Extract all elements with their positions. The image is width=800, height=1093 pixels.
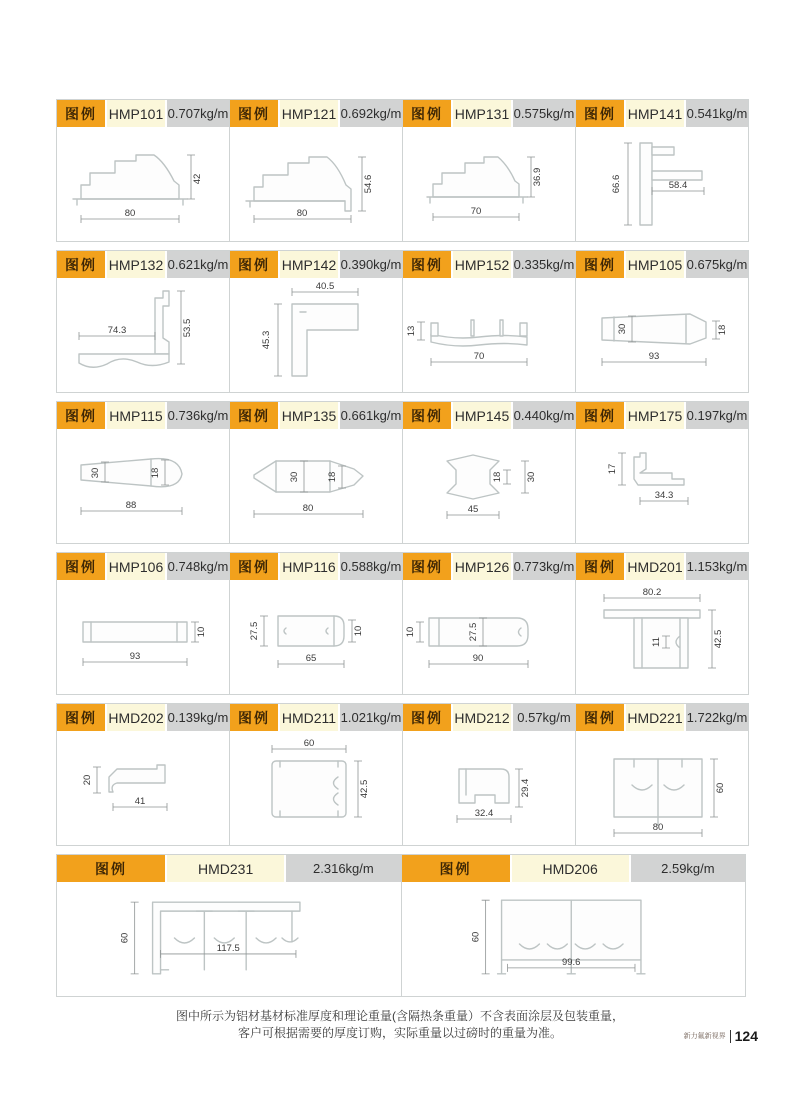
model-number: HMD231	[167, 855, 286, 882]
footer-divider	[730, 1030, 731, 1043]
weight-value: 2.316kg/m	[286, 855, 400, 882]
profile-cell-hmd211	[230, 703, 403, 846]
cell-header	[576, 553, 748, 580]
legend-label: 图例	[57, 855, 167, 882]
footer-note	[0, 1008, 800, 1042]
legend-label: 图例	[57, 251, 107, 278]
weight-value: 1.722kg/m	[686, 704, 748, 731]
legend-label: 图例	[576, 100, 626, 127]
profile-cell-hmd212	[403, 703, 576, 846]
dim-label: 42.5	[359, 779, 370, 799]
model-number: HMP101	[107, 100, 167, 127]
dim-label: 80	[296, 208, 308, 219]
weight-value: 0.390kg/m	[340, 251, 402, 278]
profile-cell-hmp145	[403, 401, 576, 544]
profile-cell-hmd202	[56, 703, 230, 846]
cell-header	[230, 100, 402, 127]
page-number: 124	[734, 1028, 758, 1044]
dim-label: 93	[648, 351, 660, 362]
dim-label: 60	[470, 931, 482, 943]
model-number: HMP131	[453, 100, 513, 127]
profile-drawing-hmp145	[403, 429, 575, 543]
dim-label: 30	[526, 471, 537, 483]
legend-label: 图例	[576, 251, 626, 278]
grid-row	[56, 99, 746, 242]
model-number: HMD201	[626, 553, 686, 580]
model-number: HMP115	[107, 402, 167, 429]
model-number: HMP121	[280, 100, 340, 127]
cell-header	[230, 553, 402, 580]
model-number: HMP132	[107, 251, 167, 278]
profile-drawing-hmp101	[57, 127, 229, 241]
legend-label: 图例	[57, 402, 107, 429]
dim-label: 29.4	[520, 778, 531, 798]
model-number: HMP106	[107, 553, 167, 580]
cell-header	[402, 855, 746, 882]
cell-header	[576, 704, 748, 731]
weight-value: 0.621kg/m	[167, 251, 229, 278]
footer-note-line2: 客户可根据需要的厚度订购，实际重量以过磅时的重量为准。	[237, 1026, 562, 1040]
model-number: HMP175	[626, 402, 686, 429]
model-number: HMP116	[280, 553, 340, 580]
profile-drawing-hmp132	[57, 278, 229, 392]
grid-row	[56, 703, 746, 846]
weight-value: 0.736kg/m	[167, 402, 229, 429]
legend-label: 图例	[403, 553, 453, 580]
dim-label: 90	[472, 653, 484, 664]
legend-label: 图例	[403, 402, 453, 429]
legend-label: 图例	[57, 704, 107, 731]
profile-drawing-hmd206	[402, 882, 746, 996]
weight-value: 1.153kg/m	[686, 553, 748, 580]
profile-cell-hmp175	[576, 401, 749, 544]
brand-text: 新力氟新视界	[683, 1033, 726, 1040]
dim-label: 18	[327, 471, 338, 483]
dim-label: 45	[467, 504, 479, 515]
dim-label: 36.9	[532, 167, 543, 187]
profile-drawing-hmp141	[576, 127, 748, 241]
legend-label: 图例	[230, 402, 280, 429]
model-number: HMP105	[626, 251, 686, 278]
weight-value: 1.021kg/m	[340, 704, 402, 731]
dim-label: 80	[302, 503, 314, 514]
profile-cell-hmd231	[56, 854, 402, 997]
weight-value: 0.57kg/m	[513, 704, 575, 731]
profile-cell-hmp152	[403, 250, 576, 393]
dim-label: 54.6	[363, 174, 374, 194]
grid-row	[56, 552, 746, 695]
weight-value: 0.541kg/m	[686, 100, 748, 127]
dim-label: 60	[303, 738, 315, 749]
profile-cell-hmp116	[230, 552, 403, 695]
dim-label: 93	[129, 651, 141, 662]
cell-header	[576, 402, 748, 429]
profile-drawing-hmp116	[230, 580, 402, 694]
cell-header	[230, 704, 402, 731]
profile-cell-hmd206	[402, 854, 747, 997]
profile-cell-hmp105	[576, 250, 749, 393]
dim-label: 65	[305, 653, 317, 664]
cell-header	[576, 251, 748, 278]
dim-label: 40.5	[315, 281, 335, 292]
dim-label: 41	[134, 796, 146, 807]
dim-label: 88	[125, 500, 137, 511]
dim-label: 13	[406, 325, 417, 337]
model-number: HMD202	[107, 704, 167, 731]
dim-label: 60	[119, 932, 131, 944]
weight-value: 0.139kg/m	[167, 704, 229, 731]
cell-header	[403, 100, 575, 127]
cell-header	[57, 402, 229, 429]
legend-label: 图例	[402, 855, 512, 882]
footer-note-line1: 图中所示为铝材基材标准厚度和理论重量(含隔热条重量）不含表面涂层及包装重量，	[176, 1009, 624, 1023]
dim-label: 17	[607, 463, 618, 475]
model-number: HMP145	[453, 402, 513, 429]
model-number: HMP141	[626, 100, 686, 127]
dim-label: 70	[473, 351, 485, 362]
model-number: HMD206	[512, 855, 631, 882]
cell-header	[230, 402, 402, 429]
cell-header	[403, 251, 575, 278]
dim-label: 10	[405, 626, 416, 638]
profile-cell-hmp126	[403, 552, 576, 695]
profile-cell-hmp131	[403, 99, 576, 242]
cell-header	[57, 704, 229, 731]
dim-label: 99.6	[561, 956, 580, 968]
grid-row	[56, 401, 746, 544]
profile-drawing-hmp175	[576, 429, 748, 543]
dim-label: 27.5	[468, 622, 479, 642]
legend-label: 图例	[403, 704, 453, 731]
model-number: HMP142	[280, 251, 340, 278]
profile-drawing-hmp126	[403, 580, 575, 694]
profile-drawing-hmd221	[576, 731, 748, 845]
dim-label: 30	[617, 323, 628, 335]
profile-drawing-hmp105	[576, 278, 748, 392]
dim-label: 80	[124, 208, 136, 219]
cell-header	[57, 100, 229, 127]
dim-label: 74.3	[107, 325, 127, 336]
profile-cell-hmp141	[576, 99, 749, 242]
cell-header	[403, 553, 575, 580]
legend-label: 图例	[230, 251, 280, 278]
weight-value: 0.335kg/m	[513, 251, 575, 278]
profile-drawing-hmp106	[57, 580, 229, 694]
model-number: HMD212	[453, 704, 513, 731]
cell-header	[403, 402, 575, 429]
model-number: HMP126	[453, 553, 513, 580]
profile-drawing-hmp121	[230, 127, 402, 241]
legend-label: 图例	[576, 553, 626, 580]
weight-value: 0.692kg/m	[340, 100, 402, 127]
model-number: HMD211	[280, 704, 340, 731]
legend-label: 图例	[57, 553, 107, 580]
dim-label: 10	[196, 626, 207, 638]
grid-row	[56, 250, 746, 393]
profile-drawing-hmd212	[403, 731, 575, 845]
dim-label: 60	[715, 782, 726, 794]
legend-label: 图例	[230, 553, 280, 580]
page-footer	[684, 1028, 758, 1044]
weight-value: 0.675kg/m	[686, 251, 748, 278]
cell-header	[230, 251, 402, 278]
dim-label: 42	[192, 173, 203, 185]
dim-label: 18	[717, 324, 728, 336]
weight-value: 0.197kg/m	[686, 402, 748, 429]
legend-label: 图例	[403, 251, 453, 278]
profile-drawing-hmd201	[576, 580, 748, 694]
cell-header	[403, 704, 575, 731]
dim-label: 34.3	[654, 490, 674, 501]
model-number: HMP135	[280, 402, 340, 429]
profile-cell-hmd221	[576, 703, 749, 846]
profile-cell-hmp101	[56, 99, 230, 242]
dim-label: 53.5	[182, 318, 193, 338]
profile-drawing-hmp142	[230, 278, 402, 392]
legend-label: 图例	[576, 402, 626, 429]
dim-label: 117.5	[216, 942, 240, 954]
dim-label: 11	[651, 637, 662, 647]
grid-row	[56, 854, 746, 997]
profile-grid	[56, 99, 746, 1005]
dim-label: 20	[82, 774, 93, 786]
dim-label: 30	[90, 467, 101, 479]
dim-label: 66.6	[611, 174, 622, 194]
dim-label: 30	[289, 471, 300, 483]
profile-drawing-hmp131	[403, 127, 575, 241]
weight-value: 0.440kg/m	[513, 402, 575, 429]
weight-value: 0.707kg/m	[167, 100, 229, 127]
dim-label: 10	[353, 625, 364, 637]
profile-drawing-hmp152	[403, 278, 575, 392]
cell-header	[57, 553, 229, 580]
profile-drawing-hmp135	[230, 429, 402, 543]
dim-label: 80.2	[642, 587, 662, 598]
profile-drawing-hmd231	[57, 882, 401, 996]
legend-label: 图例	[230, 704, 280, 731]
profile-cell-hmp115	[56, 401, 230, 544]
profile-cell-hmd201	[576, 552, 749, 695]
dim-label: 18	[150, 467, 161, 479]
dim-label: 45.3	[261, 330, 272, 350]
dim-label: 27.5	[249, 621, 260, 641]
dim-label: 58.4	[668, 180, 688, 191]
profile-cell-hmp135	[230, 401, 403, 544]
model-number: HMD221	[626, 704, 686, 731]
profile-cell-hmp142	[230, 250, 403, 393]
cell-header	[576, 100, 748, 127]
cell-header	[57, 251, 229, 278]
legend-label: 图例	[57, 100, 107, 127]
weight-value: 0.773kg/m	[513, 553, 575, 580]
profile-cell-hmp106	[56, 552, 230, 695]
profile-drawing-hmp115	[57, 429, 229, 543]
weight-value: 0.575kg/m	[513, 100, 575, 127]
profile-drawing-hmd211	[230, 731, 402, 845]
dim-label: 80	[652, 822, 664, 833]
dim-label: 32.4	[474, 808, 494, 819]
dim-label: 18	[492, 471, 503, 483]
weight-value: 0.588kg/m	[340, 553, 402, 580]
profile-drawing-hmd202	[57, 731, 229, 845]
profile-cell-hmp121	[230, 99, 403, 242]
weight-value: 2.59kg/m	[631, 855, 745, 882]
model-number: HMP152	[453, 251, 513, 278]
legend-label: 图例	[403, 100, 453, 127]
dim-label: 70	[470, 206, 482, 217]
weight-value: 0.748kg/m	[167, 553, 229, 580]
dim-label: 42.5	[713, 629, 724, 649]
profile-cell-hmp132	[56, 250, 230, 393]
weight-value: 0.661kg/m	[340, 402, 402, 429]
legend-label: 图例	[576, 704, 626, 731]
cell-header	[57, 855, 401, 882]
legend-label: 图例	[230, 100, 280, 127]
